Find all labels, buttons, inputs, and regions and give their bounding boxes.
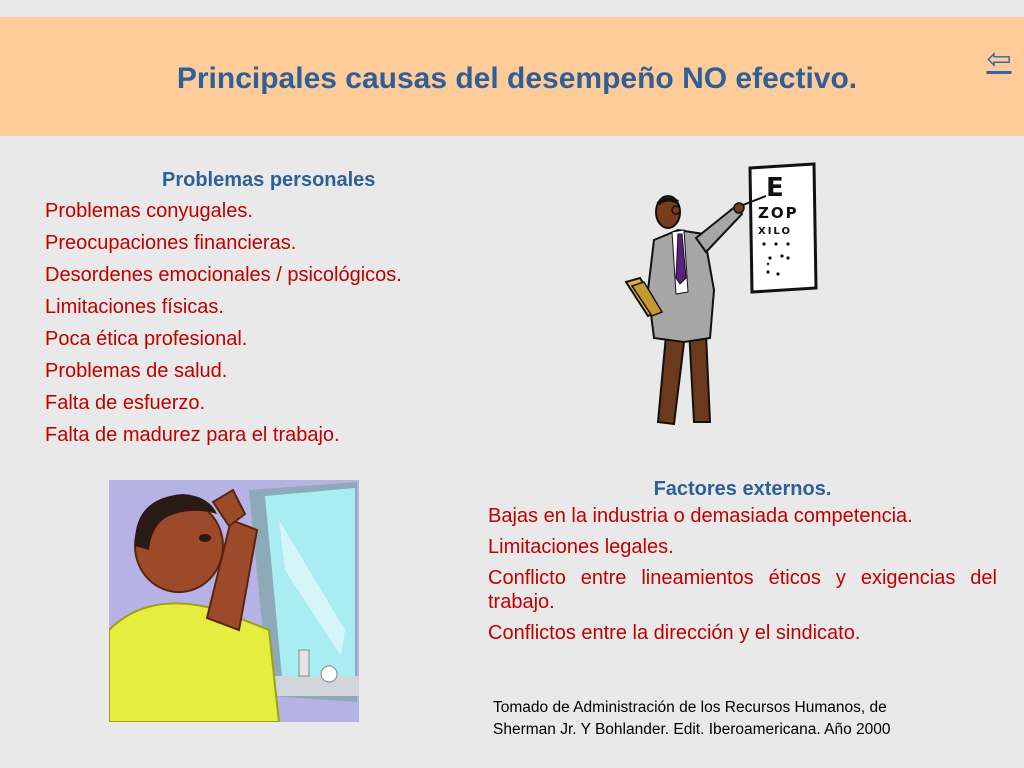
list-item: Preocupaciones financieras. bbox=[45, 232, 297, 254]
list-item: Problemas de salud. bbox=[45, 360, 228, 382]
citation-line-1: Tomado de Administración de los Recursos Humanos, de bbox=[493, 699, 887, 716]
list-item: Conflicto entre lineamientos éticos y exigencias del trabajo. bbox=[488, 567, 997, 613]
external-factors-list bbox=[488, 504, 997, 645]
list-item: Bajas en la industria o demasiada competencia. bbox=[488, 505, 913, 527]
list-item: Conflictos entre la dirección y el sindicato. bbox=[488, 622, 861, 644]
list-item: Problemas conyugales. bbox=[45, 200, 253, 222]
list-item: Poca ética profesional. bbox=[45, 328, 248, 350]
eye-chart-e: E bbox=[766, 173, 784, 203]
external-factors-section bbox=[488, 474, 997, 652]
personal-problems-list bbox=[45, 195, 535, 451]
personal-problems-heading: Problemas personales bbox=[162, 169, 376, 191]
list-item: Desordenes emocionales / psicológicos. bbox=[45, 264, 402, 286]
man-at-mirror-illustration bbox=[109, 480, 359, 722]
doctor-eye-chart-illustration bbox=[618, 160, 818, 428]
top-strip bbox=[0, 0, 1024, 17]
eye-chart-row-3: XILO bbox=[758, 226, 792, 237]
eye-chart-row-2: ZOP bbox=[758, 204, 799, 222]
slide-title: Principales causas del desempeño NO efectivo. bbox=[176, 62, 858, 95]
list-item: Limitaciones legales. bbox=[488, 536, 674, 558]
citation-line-2: Sherman Jr. Y Bohlander. Edit. Iberoamericana. Año 2000 bbox=[493, 721, 891, 738]
list-item: Falta de esfuerzo. bbox=[45, 392, 206, 414]
source-citation bbox=[493, 697, 1013, 741]
external-factors-heading: Factores externos. bbox=[653, 478, 832, 500]
personal-problems-section bbox=[45, 165, 535, 451]
list-item: Limitaciones físicas. bbox=[45, 296, 224, 318]
list-item: Falta de madurez para el trabajo. bbox=[45, 424, 340, 446]
back-arrow-icon[interactable]: ⇦ bbox=[986, 42, 1012, 77]
